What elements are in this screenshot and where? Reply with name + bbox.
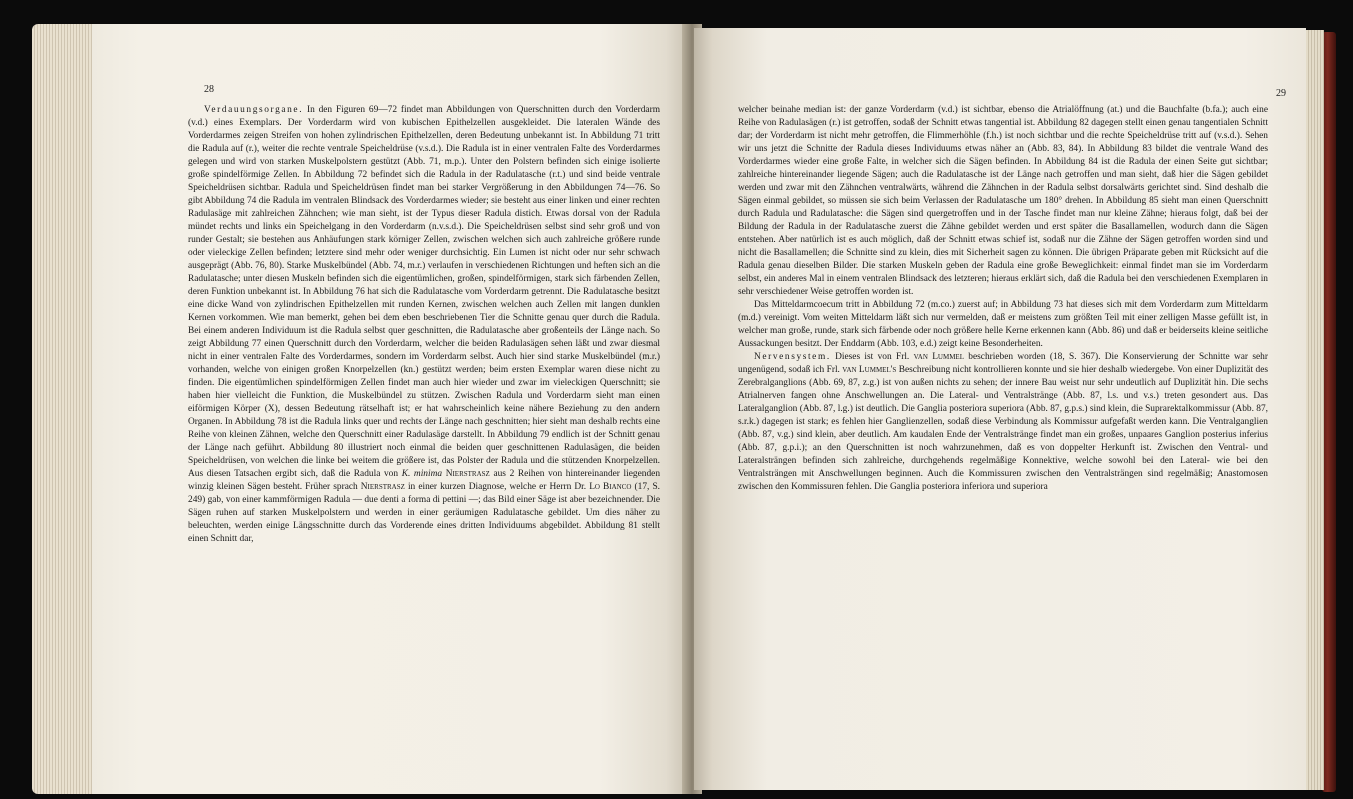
text-run: In den Figuren 69—72 findet man Abbildungen von Querschnitten durch den Vorderdarm (v.d.) eines Exemplars. Der Vorderdarm wird von kubischen Epithelzellen ausgekleidet. Die lateralen Wände des Vorderdarmes zeigen Streifen von hohen zylindrischen Epithelzellen, deren Bedeutung unbekannt ist. In Abbildung 71 tritt die Radula auf (r.), weiter die rechte ventrale Speicheldrüse (v.s.d.). Die Radula ist in einer ventralen Falte des Vorderdarmes gelegen und wird von starken Muskelpolstern gestützt (Abb. 71, m.p.). Unter den Polstern befinden sich einige isolierte große spindelförmige Zellen. In Abbildung 72 befindet sich die Radula in der Radulatasche (r.t.) und sind beide ventrale Speicheldrüsen sichtbar. Radula und Speicheldrüsen findet man bei starker Vergrößerung in den Abbildungen 74—76. So gibt Abbildung 74 die Radula im ventralen Blindsack des Vorderdarmes wieder; sie besteht aus einer linken und einer rechten Radulasäge mit zahlreichen Zähnchen; wie man sieht, ist der Typus dieser Radula distich. Etwas dorsal von der Radula mündet rechts und links ein Speichelgang in den Vorderdarm (n.v.s.d.). Die Speicheldrüsen selbst sind sehr groß und von runder Gestalt; sie bestehen aus Anhäufungen stark körniger Zellen, zwischen welchen sich auch zahlreiche größere runde oder vieleckige Zellen befinden; letztere sind mehr oder weniger durchsichtig. Ein Lumen ist nicht oder nur sehr schwach ausgeprägt (Abb. 76, 80). Starke Muskelbündel (Abb. 74, m.r.) verlaufen in verschiedenen Richtungen und heften sich an die Radulatasche; unter diesen Muskeln befinden sich die eigentümlichen, großen, spindelförmigen, stark sich färbenden Zellen, deren Funktion unbekannt ist. In Abbildung 76 hat sich die Radulatasche vom Vorderdarm getrennt. Die Radulatasche besitzt eine dicke Wand von zylindrischen Epithelzellen mit runden Kernen, zwischen welchen auch Zellen mit langen dunklen Kernen vorkommen. Wie man bemerkt, gehen bei dem eben beschriebenen Tier die Schnitte genau quer durch die Radula. Bei einem anderen Individuum ist die Radula selbst quer geschnitten, die Radulatasche aber großenteils der Länge nach. So zeigt Abbildung 77 einen Querschnitt durch den Vorderdarm, welcher die beiden Radulasägen sehen läßt und zwar diesmal nicht in einer ventralen Falte des Vorderdarmes, sondern im Vorderdarm selbst. Auch hier sind starke Muskelbündel (m.r.) vorhanden, welche von einigen großen Knorpelzellen (kn.) gestützt werden; beim ersten Exemplar waren diese nicht zu finden. Die eigentümlichen spindelförmigen Zellen findet man auch hier wieder und zwar im vieleckigen Querschnitt; sie haben hier vielleicht die Funktion, die Muskelbündel zu stützen. Zwischen Radula und Vorderdarm sieht man einen eiförmigen Körper (X), dessen Bedeutung rätselhaft ist; er hat wahrscheinlich keine nähere Beziehung zu den andern Organen. In Abbildung 78 ist die Radula links quer und rechts der Länge nach geschnitten; hier sieht man deshalb rechts eine Reihe von kleinen Zähnen, welche den Querschnitt einer Radulasäge darstellt. In Abbildung 79 endlich ist der Schnitt genau der Länge nach geführt. Abbildung 80 illustriert noch einmal die beiden quer geschnittenen Radulasägen, die beiden Speicheldrüsen, von welchen die linke bei weitem die größere ist, das Polster der Radula und die stützenden Knorpelzellen. Aus diesen Tatsachen ergibt sich, daß die Radula von [188, 105, 660, 479]
right-page-number: 29 [1276, 88, 1286, 99]
paragraph-nervensystem [738, 351, 1268, 494]
right-page [694, 28, 1306, 790]
text-run: aus 2 Reihen von hintereinander liegenden winzig kleinen Sägen besteht. Früher sprach [188, 469, 661, 492]
text-run: Dieses ist von Frl. [830, 352, 914, 362]
author-name: van Lummel's [842, 365, 897, 375]
left-page-number: 28 [204, 84, 214, 95]
left-page [92, 24, 690, 794]
author-name: van Lummel [913, 352, 964, 362]
paragraph-continuation: welcher beinahe median ist: der ganze Vorderdarm (v.d.) ist sichtbar, ebenso die Atrialöffnung (at.) und die Bauchfalte (b.fa.); auch eine Reihe von Radulasägen (r.) ist getroffen, sodaß der Schnitt etwas tangential ist. Abbildung 82 dagegen stellt einen genau tangentialen Schnitt dar; der Vorderdarm ist nicht mehr getroffen, die Flimmerhöhle (f.h.) ist noch sichtbar und die rechte Speicheldrüse tritt auf (v.s.d.). Sehen wir uns jetzt die Schnitte der Radula dieses Individuums etwas näher an (Abb. 83, 84). In Abbildung 83 bildet die ventrale Wand des Vorderdarmes wieder eine große Falte, in welcher sich die Sägen befinden. In Abbildung 84 ist die Radula der einen Seite gut sichtbar; zahlreiche hintereinander liegende Sägen; auch die Radulatasche ist der Länge nach getroffen und man sieht, daß hier die Sägen gebildet werden und zwar mit den Zähnchen ventralwärts, während die Zähnchen in der Radula selbst dorsalwärts gerichtet sind. Sind deshalb die Sägen einmal gebildet, so müssen sie sich beim Verlassen der Radulatasche um 180° drehen. In Abbildung 85 sieht man einen Querschnitt durch Radula und Radulatasche: die Sägen sind quergetroffen und in der Tasche findet man nur kleine Zähne; hieraus folgt, daß bei der Bildung der Radula in der Radulatasche zuerst die Zähne gebildet werden und erst später die Basallamellen, wodurch dann die Sägen entstehen. Aber natürlich ist es auch möglich, daß der Schnitt etwas schief ist, sodaß nur die Zähne der Sägen getroffen worden sind und nicht die Basallamellen; die Schnitte sind zu klein, dies mit Sicherheit sagen zu können. Die übrigen Präparate geben mit Rücksicht auf die Radula genau dieselben Bilder. Die starken Muskeln geben der Radula eine große Beweglichkeit: einmal findet man sie im Vorderdarm selbst, ein anderes Mal in einem ventralen Blindsack des letzteren; hieraus erklärt sich, daß die Radula bei den verschiedenen Exemplaren in sehr verschiedener Weise getroffen worden ist. [738, 105, 1268, 297]
author-name: Lo Bianco [589, 482, 632, 492]
open-book [12, 10, 1342, 795]
left-page-text [188, 104, 660, 546]
species-name: K. minima [401, 469, 443, 479]
section-heading-verdauungsorgane: Verdauungsorgane. [204, 105, 304, 115]
text-run: in einer kurzen Diagnose, welche er Herrn Dr. [404, 482, 590, 492]
text-run: Beschreibung nicht kontrollieren konnte und sie hier deshalb wiedergebe. Von einer Duplizität des Zerebralganglions (Abb. 69, 87, z.g.) ist von außen nichts zu sehen; der innere Bau weist nur sehr undeutlich auf Duplizität hin. Die sechs Atrialnerven fangen ohne Anschwellungen an. Die Lateral- und Ventralstränge (Abb. 87, l.s. und v.s.) treten gesondert aus. Das Lateralganglion (Abb. 87, l.g.) ist deutlich. Die Ganglia posteriora superiora (Abb. 87, g.p.s.) sind klein, die Suprarektalkommissur (Abb. 87, s.r.k.) dagegen ist stark; es fehlen hier Ganglienzellen, sodaß diese Verbindung als Kommissur aufgefaßt werden kann. Die Ventralganglien (Abb. 87, v.g.) sind klein, aber deutlich. Am kaudalen Ende der Ventralstränge findet man ein großes, unpaares Ganglion posterius inferius (Abb. 87, g.p.i.); an den Querschnitten ist noch wahrzunehmen, daß es von doppelter Herkunft ist. Zwischen den Ventral- und Lateralsträngen befinden sich zahlreiche, durchgehends regelmäßige Konnektive, welche sowohl bei den Lateral- wie bei den Ventralsträngen mit Anschwellungen beginnen. Auch die Kommissuren zwischen den Ventralsträngen sind regelmäßig; Anastomosen zwischen den Kommissuren fehlen. Die Ganglia posteriora inferiora und superiora [738, 365, 1268, 492]
author-name: Nierstrasz [360, 482, 405, 492]
right-page-text [738, 104, 1268, 494]
page-stack-left [32, 24, 92, 794]
author-name: Nierstrasz [445, 469, 490, 479]
text-run: (17, S. 249) gab, von einer kammförmigen Radula — due denti a forma di pettini —; das Bild einer Säge ist aber bezeichnender. Die Sägen ruhen auf starken Muskelpolstern und werden in einer geräumigen Radulatasche gebildet. Um dies näher zu beleuchten, werden einige Längsschnitte durch das Vorderende eines dritten Individuums abgebildet. Abbildung 81 stellt einen Schnitt dar, [188, 482, 660, 544]
text-run: beschrieben worden (18, S. 367). Die Konservierung der Schnitte war sehr ungenügend, sodaß ich Frl. [738, 352, 1268, 375]
book-cover-edge [1322, 32, 1336, 792]
paragraph-verdauungsorgane [188, 104, 660, 546]
section-heading-nervensystem: Nervensystem. [754, 352, 831, 362]
paragraph-mitteldarm: Das Mitteldarmcoecum tritt in Abbildung 72 (m.co.) zuerst auf; in Abbildung 73 hat dieses sich mit dem Vorderdarm zum Mitteldarm (m.d.) vereinigt. Vom weiten Mitteldarm läßt sich nur vermelden, daß er meistens zum größten Teil mit einer zelligen Masse gefüllt ist, in welcher man große, runde, stark sich färbende oder noch größere helle Kerne erkennen kann (Abb. 86) und daß er beiderseits kleine seitliche Aussackungen besitzt. Der Enddarm (Abb. 103, e.d.) zeigt keine Besonderheiten. [738, 300, 1268, 349]
